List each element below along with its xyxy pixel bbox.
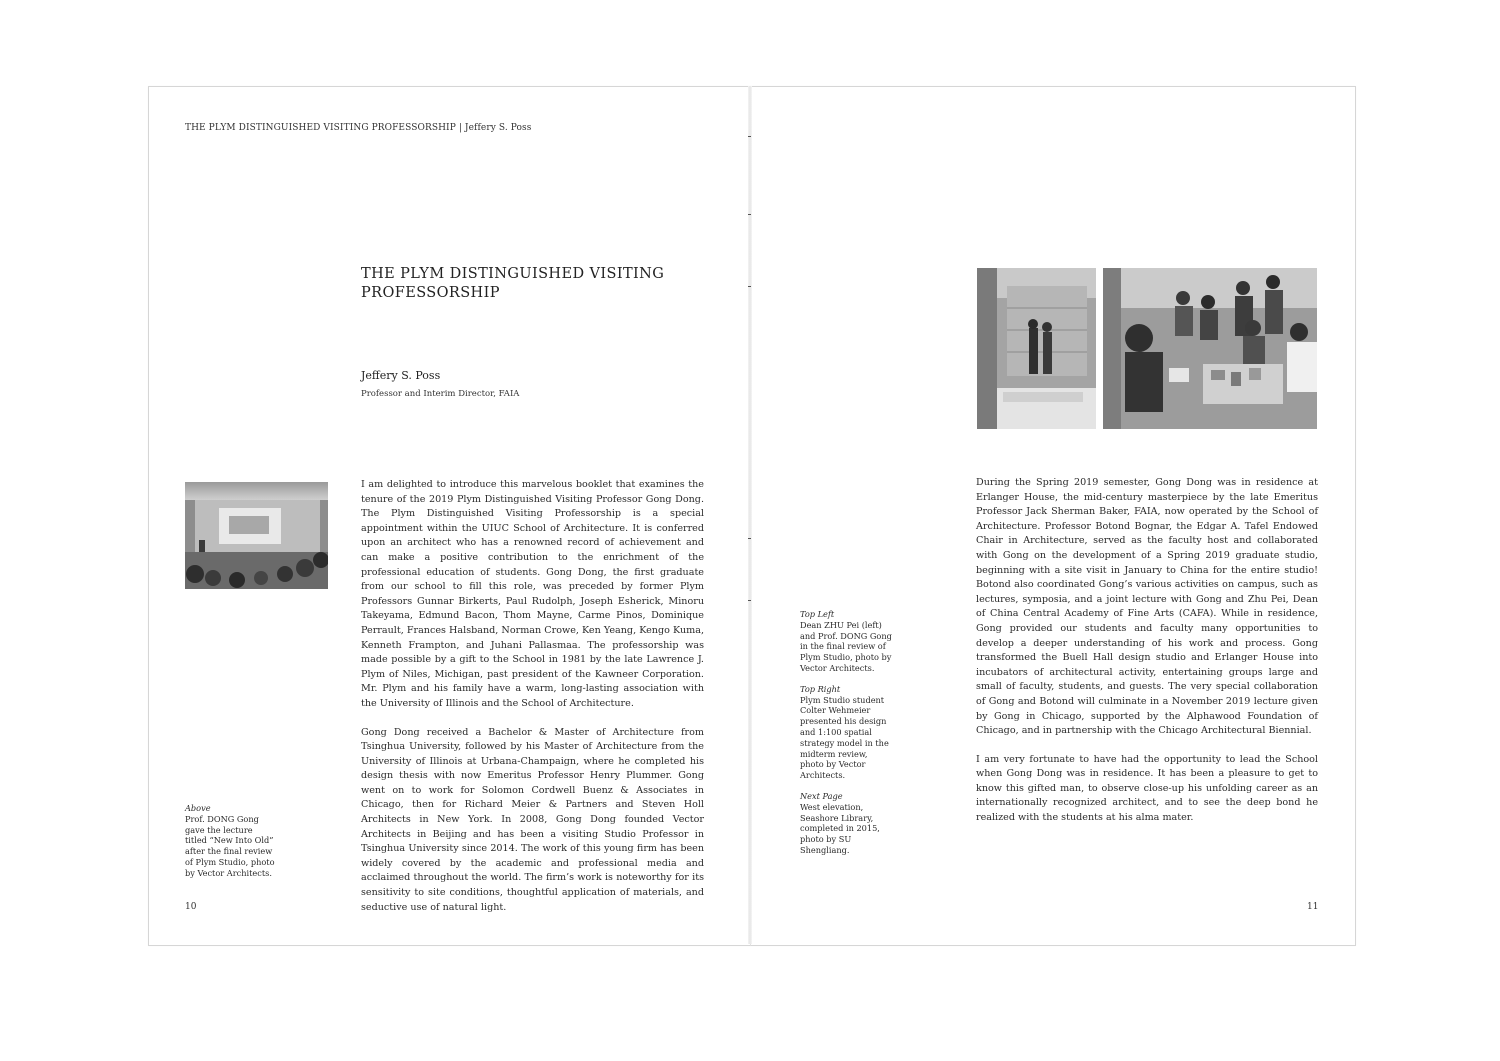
gutter-mark <box>748 600 751 601</box>
top-right-photo <box>1103 268 1317 429</box>
running-head: THE PLYM DISTINGUISHED VISITING PROFESSORSHIP | Jeffery S. Poss <box>185 123 532 133</box>
author-role: Professor and Interim Director, FAIA <box>361 389 520 399</box>
caption-heading: Above <box>185 803 211 813</box>
left-body-text <box>361 478 704 929</box>
top-left-photo <box>977 268 1096 429</box>
captions-right <box>800 609 892 866</box>
caption-heading: Top Left <box>800 609 835 619</box>
paragraph: During the Spring 2019 semester, Gong Dong was in residence at Erlanger House, the mid-century masterpiece by the late Emeritus Professor Jack Sherman Baker, FAIA, now operated by the School of Architecture. Professor Botond Bognar, the Edgar A. Tafel Endowed Chair in Architecture, served as the faculty host and collaborated with Gong on the development of a Spring 2019 graduate studio, beginning with a site visit in January to China for the entire studio! Botond also coordinated Gong’s various activities on campus, such as lectures, symposia, and a joint lecture with Gong and Zhu Pei, Dean of China Central Academy of Fine Arts (CAFA). While in residence, Gong provided our students and faculty many opportunities to develop a deeper understanding of his work and process. Gong transformed the Buell Hall design studio and Erlanger House into incubators of architectural activity, entertaining groups large and small of faculty, students, and guests. The very special collaboration of Gong and Botond will culminate in a November 2019 lecture given by Gong in Chicago, supported by the Alphawood Foundation of Chicago, and in partnership with the Chicago Architectural Biennial. <box>976 477 1318 737</box>
caption-text: Dean ZHU Pei (left) and Prof. DONG Gong in the final review of Plym Studio, photo by Vector Architects. <box>800 619 892 673</box>
gutter-mark <box>748 538 751 539</box>
author-name: Jeffery S. Poss <box>361 369 441 382</box>
lecture-photo <box>185 482 328 589</box>
gutter-mark <box>748 214 751 215</box>
paragraph: I am very fortunate to have had the opportunity to lead the School when Gong Dong was in residence. It has been a pleasure to get to know this gifted man, to observe close-up his unfolding career as an internationally recognized architect, and to see the deep bond he realized with the students at his alma mater. <box>976 753 1318 824</box>
caption-heading: Top Right <box>800 683 841 694</box>
page-number-right: 11 <box>1307 902 1319 912</box>
right-body-text <box>976 476 1318 840</box>
caption-text: Prof. DONG Gong gave the lecture titled “New Into Old” after the final review of Plym Studio, photo by Vector Architects. <box>185 813 275 878</box>
caption-above <box>185 803 277 889</box>
page-number-left: 10 <box>185 902 197 912</box>
paragraph: Gong Dong received a Bachelor & Master of Architecture from Tsinghua University, followed by his Master of Architecture from the University of Illinois at Urbana-Champaign, where he completed his design thesis with now Emeritus Professor Henry Plummer. Gong went on to work for Solomon Cordwell Buenz & Associates in Chicago, then for Richard Meier & Partners and Steven Holl Architects in New York. In 2008, Gong Dong founded Vector Architects in Beijing and has been a visiting Studio Professor in Tsinghua University since 2014. The work of this young firm has been widely covered by the academic and professional media and acclaimed throughout the world. The firm’s work is noteworthy for its sensitivity to site conditions, thoughtful application of materials, and seductive use of natural light. <box>361 726 704 913</box>
paragraph: I am delighted to introduce this marvelous booklet that examines the tenure of the 2019 Plym Distinguished Visiting Professor Gong Dong. The Plym Distinguished Visiting Professorship is a special appointment within the UIUC School of Architecture. It is conferred upon an architect who has a renowned record of achievement and can make a positive contribution to the enrichment of the professional education of students. Gong Dong, the first graduate from our school to fill this role, was preceded by former Plym Professors Gunnar Birkerts, Paul Rudolph, Joseph Esherick, Minoru Takeyama, Edmund Bacon, Thom Mayne, Carme Pinos, Dominique Perrault, Frances Halsband, Norman Crowe, Ken Yeang, Kengo Kuma, Kenneth Frampton, and Juhani Pallasmaa. The professorship was made possible by a gift to the School in 1981 by the late Lawrence J. Plym of Niles, Michigan, past president of the Kawneer Corporation. Mr. Plym and his family have a warm, long-lasting association with the University of Illinois and the School of Architecture. <box>361 479 704 709</box>
caption-text: West elevation, Seashore Library, completed in 2015, photo by SU Shengliang. <box>800 801 880 855</box>
caption-heading: Next Page <box>800 790 843 801</box>
page-title: THE PLYM DISTINGUISHED VISITING PROFESSORSHIP <box>361 266 665 301</box>
caption-text: Plym Studio student Colter Wehmeier presented his design and 1:100 spatial strategy model in the midterm review, photo by Vector Architects. <box>800 694 889 781</box>
gutter-mark <box>748 286 751 287</box>
gutter-mark <box>748 136 751 137</box>
